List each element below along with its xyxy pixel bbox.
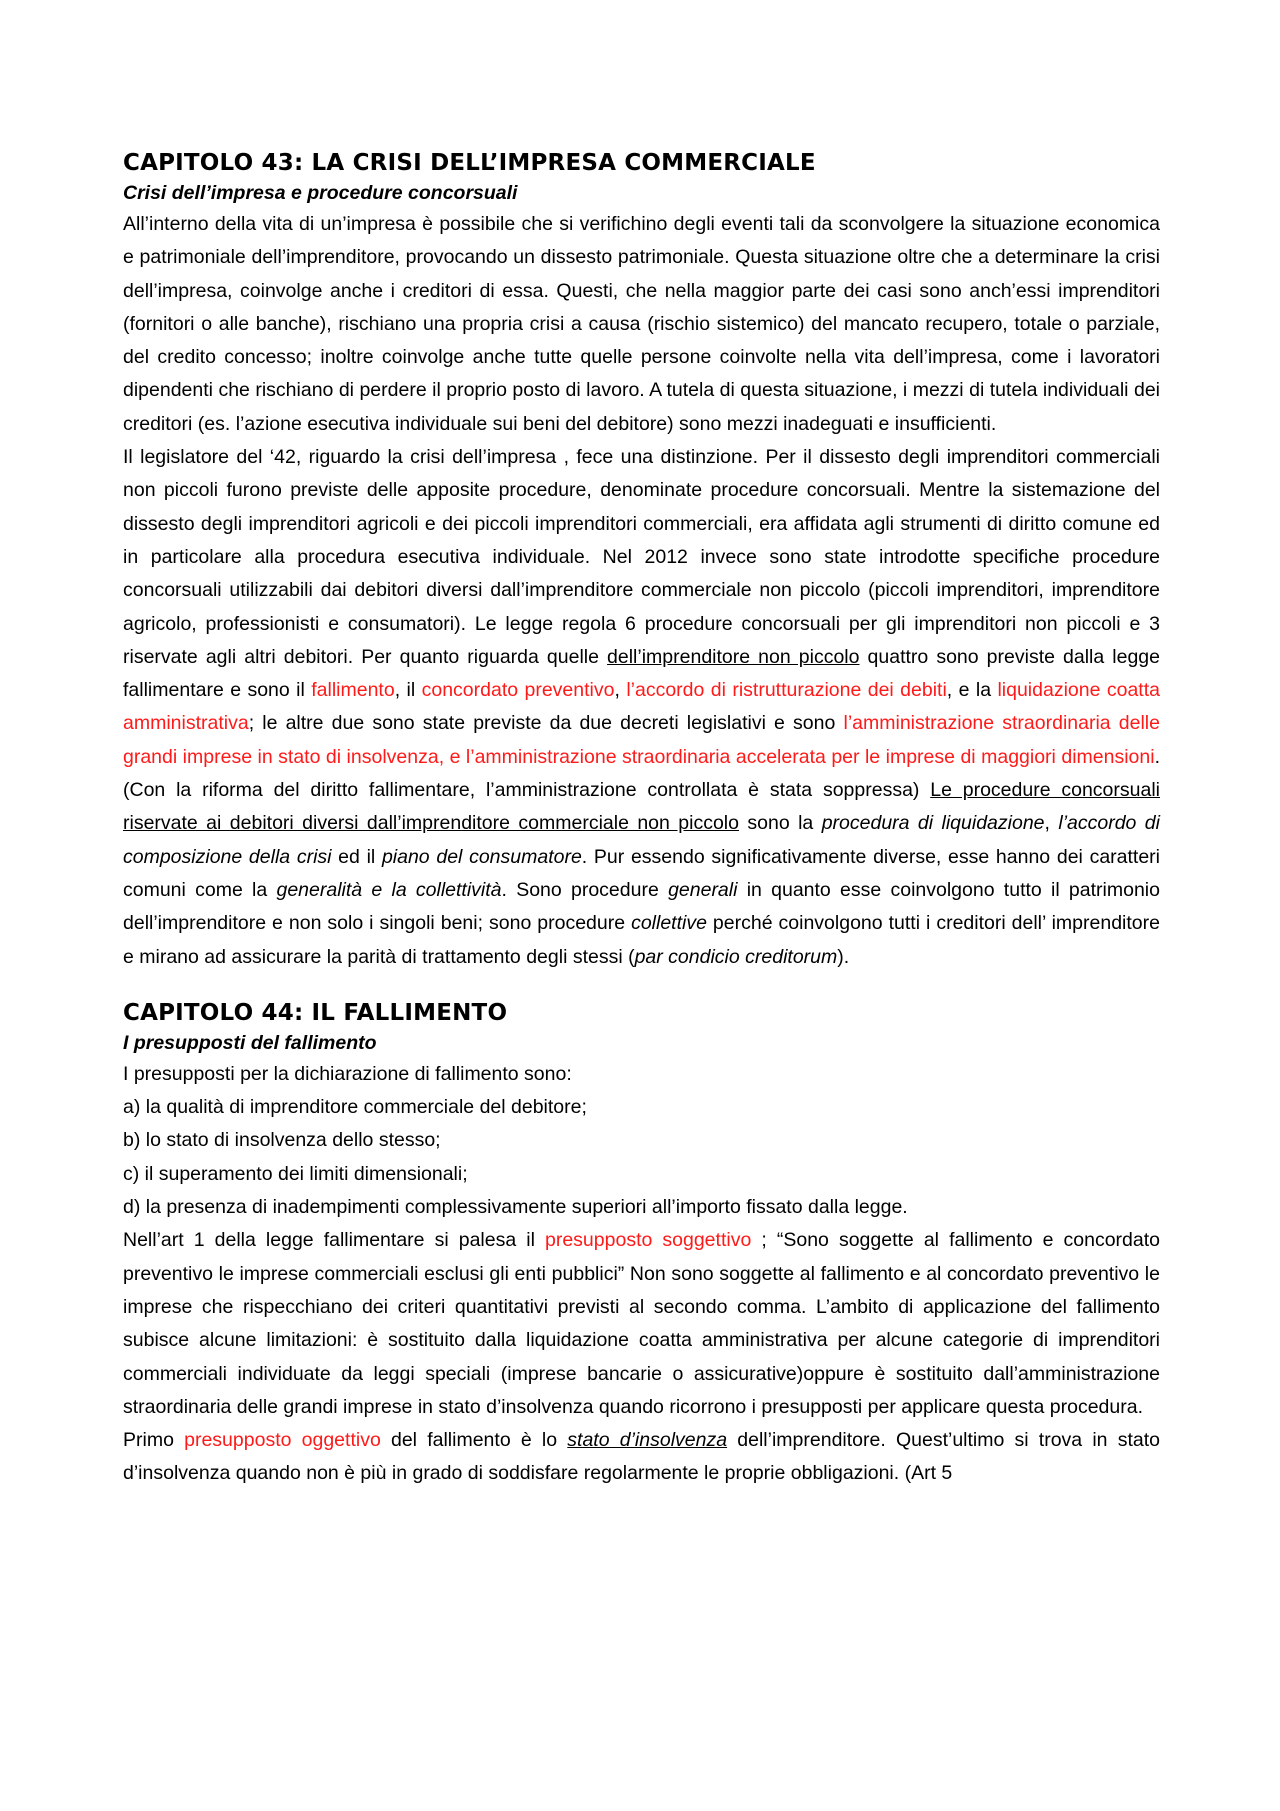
italic-text: par condicio creditorum (634, 945, 838, 968)
text-run: , (614, 679, 627, 702)
italic-text: collettive (631, 912, 707, 935)
text-run: del fallimento è lo (380, 1429, 568, 1452)
highlight-presupposto-oggettivo: presupposto oggettivo (184, 1429, 381, 1452)
italic-text: piano del consumatore (381, 845, 582, 868)
list-item: a) la qualità di imprenditore commerciale del debitore; (123, 1096, 587, 1119)
paragraph-crisi-intro: All’interno della vita di un’impresa è possibile che si verifichino degli eventi tali da sconvolgere la situazione economica e patrimoniale dell’imprenditore, provocando un dissesto patrimoniale. Questa situazione oltre che a determinare la crisi dell’impresa, coinvolge anche i creditori di essa. Questi, che nella maggior parte dei casi sono anch’essi imprenditori (fornitori o alle banche), rischiano una propria crisi a causa (rischio sistemico) del mancato recupero, totale o parziale, del credito concesso; inoltre coinvolge anche tutte quelle persone coinvolte nella vita dell’impresa, come i lavoratori dipendenti che rischiano di perdere il proprio posto di lavoro. A tutela di questa situazione, i mezzi di tutela individuali dei creditori (es. l’azione esecutiva individuale sui beni del debitore) sono mezzi inadeguati e insufficienti. (123, 213, 1160, 435)
text-run: . Pur essendo significativamente diverse, esse hanno dei caratteri comuni come la (123, 845, 1161, 901)
highlight-fallimento: fallimento (311, 679, 395, 702)
text-run: , il (394, 679, 422, 702)
italic-underlined-text: stato d’insolvenza (567, 1429, 728, 1452)
text-run: Il legislatore del ‘42, riguardo la crisi dell’impresa , fece una distinzione. Per il dissesto degli imprenditori commerciali non piccoli furono previste delle apposite procedure, denominate procedure concorsuali. Mentre la sistemazione del dissesto degli imprenditori agricoli e dei piccoli imprenditori commerciali, era affidata agli strumenti di diritto comune ed in particolare alla procedura esecutiva individuale. Nel 2012 invece sono state introdotte specifiche procedure concorsuali utilizzabili dai debitori diversi dall’imprenditore commerciale non piccolo (piccoli imprenditori, imprenditore agricolo, professionisti e consumatori). Le legge regola 6 procedure concorsuali per gli imprenditori non piccoli e 3 riservate agli altri debitori. Per quanto riguarda quelle (123, 446, 1160, 668)
text-run: dell’imprenditore. Quest’ultimo si trova in stato d’insolvenza quando non è più in grado di soddisfare regolarmente le proprie obbligazioni. (Art 5 (123, 1429, 1160, 1485)
section-title-presupposti: I presupposti del fallimento (123, 1031, 377, 1054)
text-run: ; le altre due sono state previste da due decreti legislativi e sono (248, 712, 844, 735)
highlight-concordato-preventivo: concordato preventivo (421, 679, 615, 702)
chapter-44-title: CAPITOLO 44: IL FALLIMENTO (123, 999, 508, 1026)
text-run: ed il (331, 845, 382, 868)
text-run: Primo (123, 1429, 185, 1452)
chapter-43-title: CAPITOLO 43: LA CRISI DELL’IMPRESA COMMERCIALE (123, 150, 816, 176)
text-run: ). (837, 945, 850, 968)
text-run: perché coinvolgono tutti i creditori dell’ imprenditore e mirano ad assicurare la parità di trattamento degli stessi ( (123, 912, 1160, 968)
list-item: b) lo stato di insolvenza dello stesso; (123, 1129, 441, 1152)
text-run: ; “Sono soggette al fallimento e concordato preventivo le imprese commerciali esclusi gli enti pubblici” Non sono soggette al fallimento e al concordato preventivo le imprese che rispecchiano dei criteri quantitativi previsti al secondo comma. L’ambito di applicazione del fallimento subisce alcune limitazioni: è sostituito dalla liquidazione coatta amministrativa per alcune categorie di imprenditori commerciali individuate da leggi speciali (imprese bancarie o assicurative)oppure è sostituito dall’amministrazione straordinaria delle grandi imprese in stato d’insolvenza quando ricorrono i presupposti per applicare questa procedura. (123, 1229, 1160, 1418)
text-run: . Sono procedure (501, 878, 669, 901)
text-run: quattro sono previste dalla legge fallimentare e sono il (123, 645, 1161, 702)
text-run: sono la (738, 812, 822, 835)
italic-text: l’accordo di composizione della crisi (123, 812, 1160, 868)
text-run: in quanto esse coinvolgono tutto il patrimonio dell’imprenditore e non solo i singoli beni; sono procedure (123, 878, 1160, 935)
italic-text: procedura di liquidazione (821, 812, 1045, 835)
text-run: . (Con la riforma del diritto fallimentare, l’amministrazione controllata è stata soppressa) (123, 745, 1160, 802)
text-run: , (1044, 812, 1059, 835)
underlined-text: Le procedure concorsuali riservate ai debitori diversi dall’imprenditore commerciale non piccolo (123, 779, 1161, 835)
highlight-liquidazione-coatta: liquidazione coatta amministrativa (123, 679, 1160, 735)
highlight-amministrazione-straordinaria: l’amministrazione straordinaria delle grandi imprese in stato di insolvenza, e l’amministrazione straordinaria accelerata per le imprese di maggiori dimensioni (123, 712, 1160, 768)
text-run: Nell’art 1 della legge fallimentare si palesa il (123, 1229, 545, 1252)
text-run: , e la (946, 679, 998, 702)
spacer (123, 974, 1160, 998)
highlight-presupposto-soggettivo: presupposto soggettivo (545, 1229, 752, 1252)
highlight-accordo-ristrutturazione: l’accordo di ristrutturazione dei debiti (626, 679, 947, 702)
italic-text: generali (668, 878, 738, 901)
list-item: c) il superamento dei limiti dimensionali; (123, 1162, 468, 1185)
italic-text: generalità e la collettività (276, 878, 502, 901)
list-item: d) la presenza di inadempimenti complessivamente superiori all’importo fissato dalla legge. (123, 1196, 908, 1219)
paragraph-procedure-concorsuali (123, 441, 1160, 974)
paragraph-presupposto-soggettivo (123, 1224, 1160, 1424)
paragraph-presupposto-oggettivo (123, 1424, 1160, 1491)
list-intro: I presupposti per la dichiarazione di fallimento sono: (123, 1062, 572, 1085)
underlined-text: dell’imprenditore non piccolo (607, 645, 860, 668)
section-title-crisi: Crisi dell’impresa e procedure concorsuali (123, 182, 518, 204)
